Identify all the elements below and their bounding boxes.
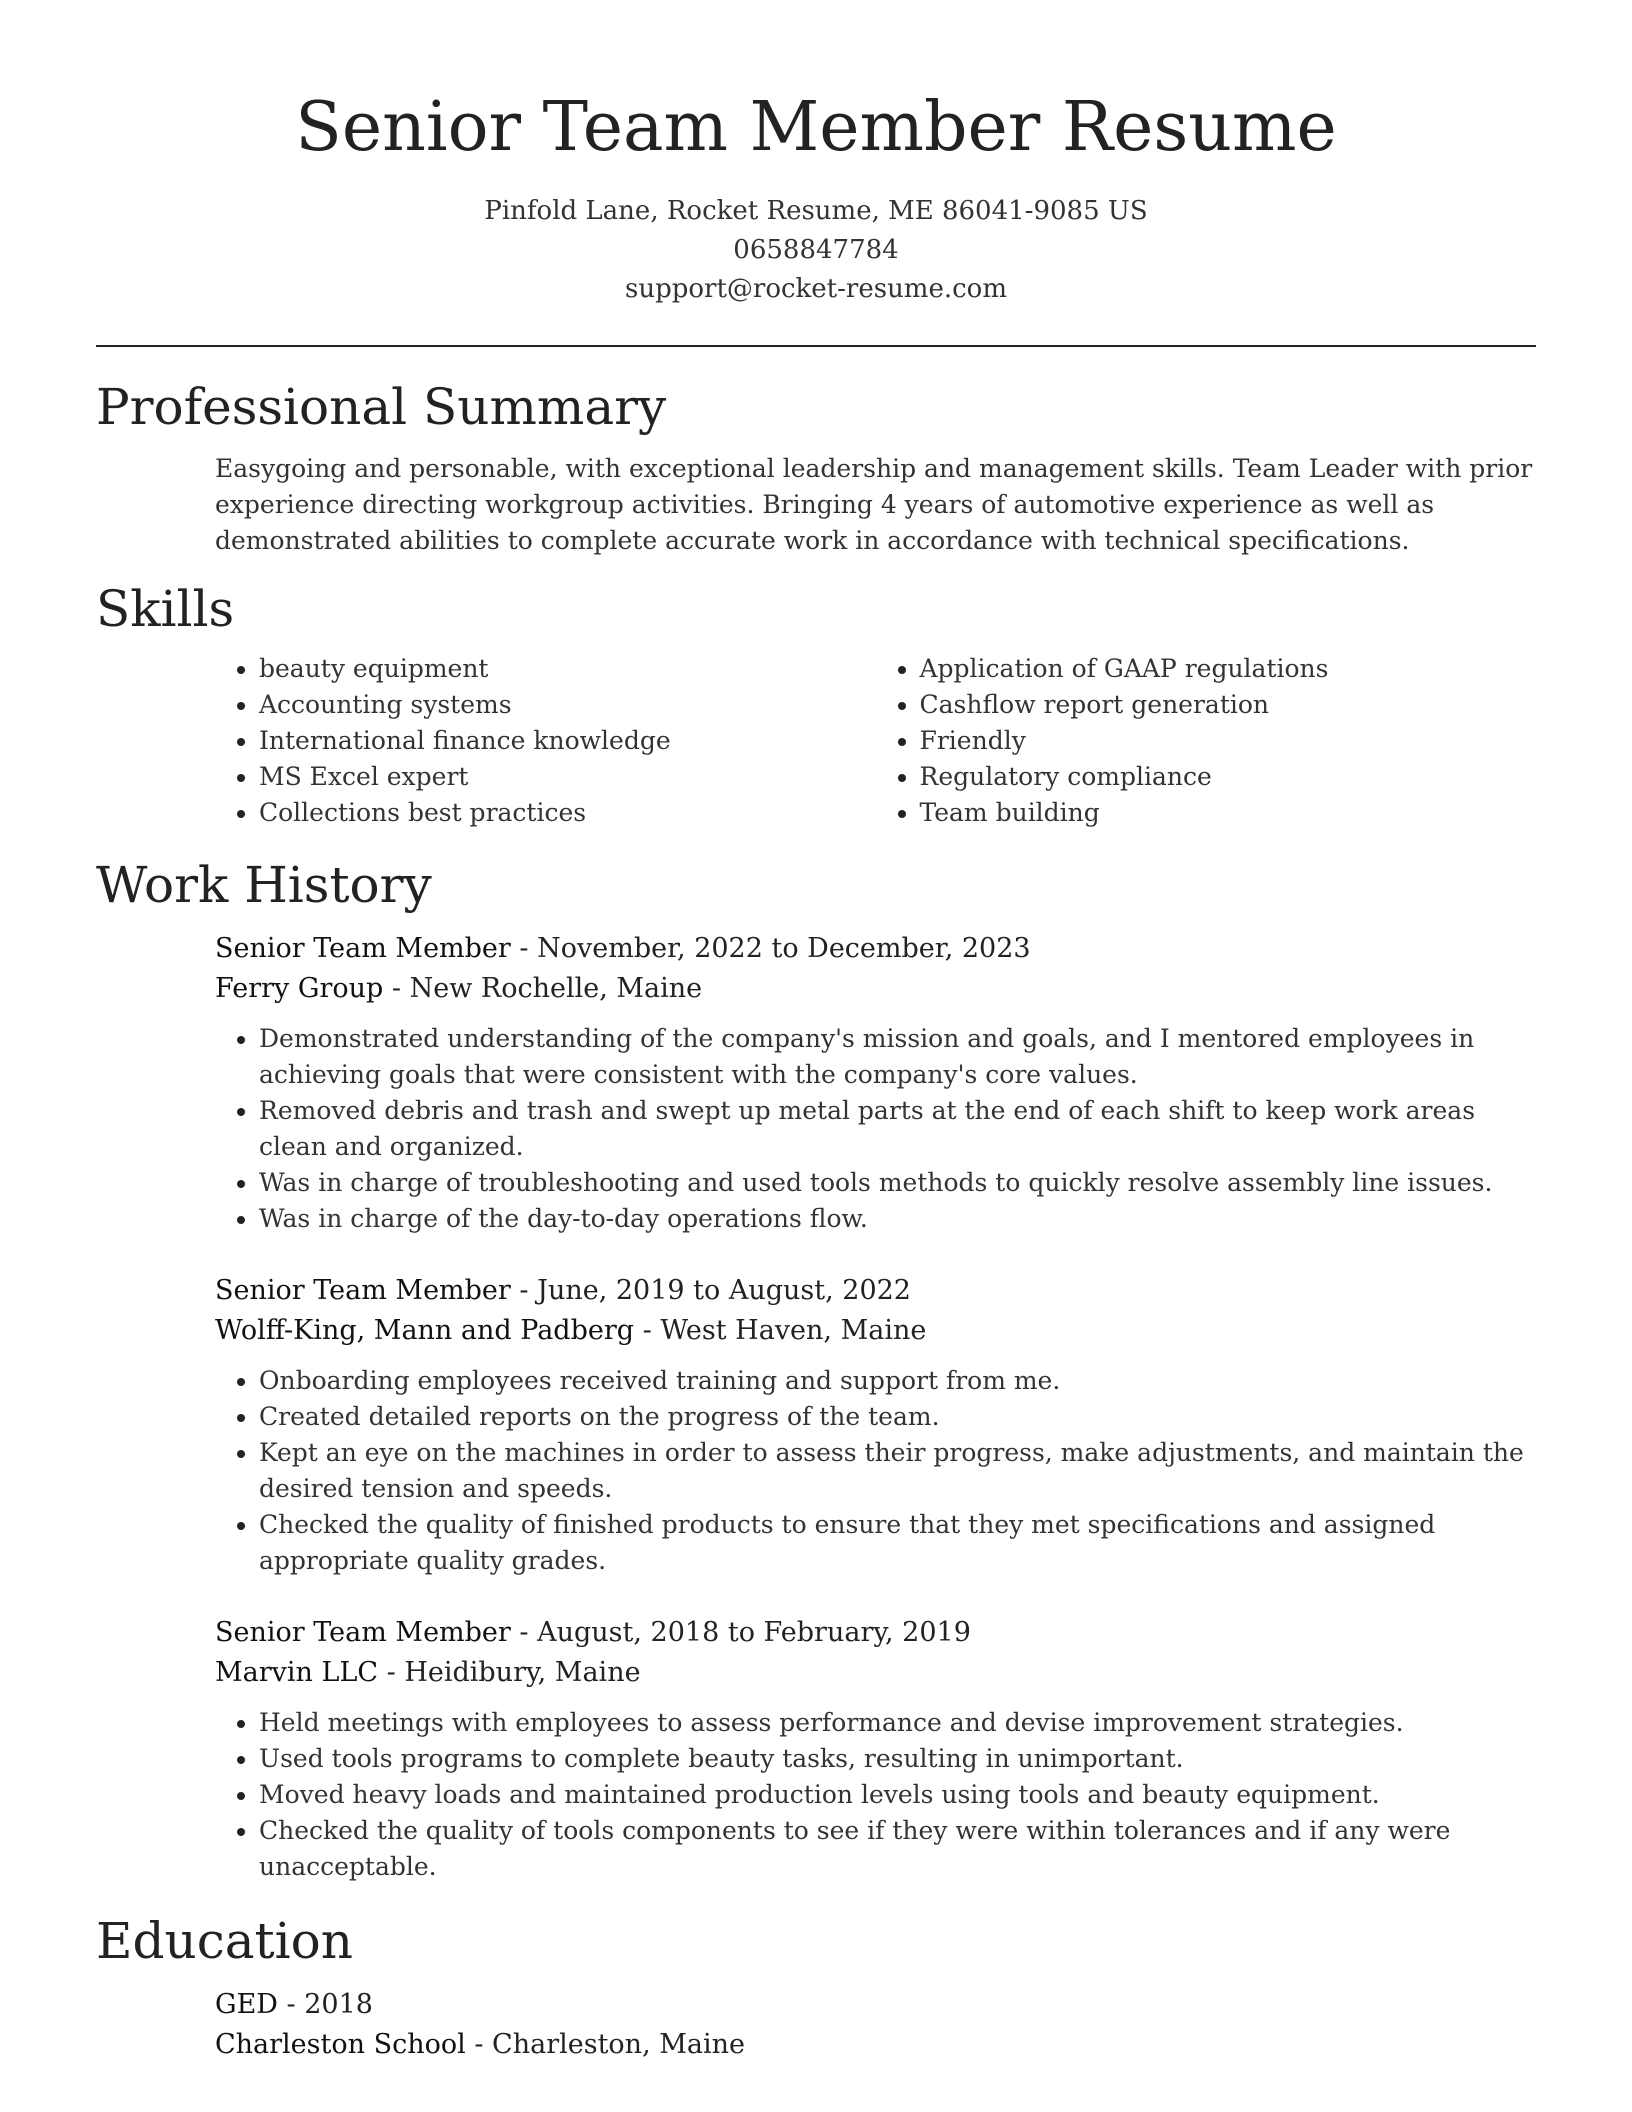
education-section xyxy=(96,1911,1536,2065)
resume-header xyxy=(96,0,1536,309)
education-degree: GED xyxy=(215,1989,278,2020)
skill-item: • International finance knowledge xyxy=(259,723,876,759)
job-company-line xyxy=(215,1653,1536,1693)
job-company-line xyxy=(215,1311,1536,1351)
education-school: Charleston School xyxy=(215,2029,466,2060)
skills-columns xyxy=(215,651,1536,831)
education-location: - Charleston, Maine xyxy=(465,2029,745,2060)
job-role: Senior Team Member xyxy=(215,933,511,964)
job-bullet: • Was in charge of the day-to-day operations flow. xyxy=(259,1201,1536,1237)
job-bullet: • Onboarding employees received training and support from me. xyxy=(259,1363,1536,1399)
skills-list-left xyxy=(215,651,876,831)
job-bullets xyxy=(215,1363,1536,1579)
job-bullets xyxy=(215,1705,1536,1885)
skill-item: • Application of GAAP regulations xyxy=(920,651,1537,687)
contact-email: support@rocket-resume.com xyxy=(624,274,1007,304)
skill-item: • Friendly xyxy=(920,723,1537,759)
job-bullet: • Was in charge of troubleshooting and used tools methods to quickly resolve assembly line issues. xyxy=(259,1165,1536,1201)
skill-item: • beauty equipment xyxy=(259,651,876,687)
job-company: Marvin LLC xyxy=(215,1657,379,1688)
job-bullet: • Held meetings with employees to assess performance and devise improvement strategies. xyxy=(259,1705,1536,1741)
job-dates: - August, 2018 to February, 2019 xyxy=(510,1617,971,1648)
work-section xyxy=(96,855,1536,1885)
work-heading: Work History xyxy=(96,856,432,914)
job-title-line xyxy=(215,929,1536,969)
job-bullet: • Created detailed reports on the progress of the team. xyxy=(259,1399,1536,1435)
contact-phone: 0658847784 xyxy=(733,235,899,265)
skills-heading: Skills xyxy=(96,580,235,638)
summary-section xyxy=(96,377,1536,559)
job-dates: - November, 2022 to December, 2023 xyxy=(510,933,1031,964)
job-bullets xyxy=(215,1021,1536,1237)
job-bullet: • Demonstrated understanding of the company's mission and goals, and I mentored employees in achieving goals that were consistent with the company's core values. xyxy=(259,1021,1536,1093)
summary-text: Easygoing and personable, with exceptional leadership and management skills. Team Leader with prior experience directing workgroup activities. Bringing 4 years of automotive experience as well as demonstrated abilities to complete accurate work in accordance with technical specifications. xyxy=(215,454,1533,555)
education-school-line xyxy=(215,2025,1536,2065)
skill-item: • Collections best practices xyxy=(259,795,876,831)
education-heading: Education xyxy=(96,1912,353,1970)
job-bullet: • Checked the quality of tools components to see if they were within tolerances and if any were unacceptable. xyxy=(259,1813,1536,1885)
job-bullet: • Checked the quality of finished products to ensure that they met specifications and assigned appropriate quality grades. xyxy=(259,1507,1536,1579)
skill-item: • Cashflow report generation xyxy=(920,687,1537,723)
header-divider xyxy=(96,345,1536,347)
job-company: Ferry Group xyxy=(215,973,384,1004)
education-degree-line xyxy=(215,1985,1536,2025)
job-role: Senior Team Member xyxy=(215,1617,511,1648)
job-company-line xyxy=(215,969,1536,1009)
job-entry xyxy=(215,929,1536,1237)
summary-heading: Professional Summary xyxy=(96,378,667,436)
education-year: - 2018 xyxy=(277,1989,373,2020)
skills-list-right xyxy=(876,651,1537,831)
skill-item: • Accounting systems xyxy=(259,687,876,723)
job-bullet: • Removed debris and trash and swept up metal parts at the end of each shift to keep work areas clean and organized. xyxy=(259,1093,1536,1165)
job-bullet: • Moved heavy loads and maintained production levels using tools and beauty equipment. xyxy=(259,1777,1536,1813)
job-entry xyxy=(215,1613,1536,1885)
contact-address: Pinfold Lane, Rocket Resume, ME 86041-9085 US xyxy=(484,196,1148,226)
job-title-line xyxy=(215,1271,1536,1311)
job-bullet: • Used tools programs to complete beauty tasks, resulting in unimportant. xyxy=(259,1741,1536,1777)
contact-block xyxy=(96,192,1536,309)
skill-item: • Team building xyxy=(920,795,1537,831)
job-entry xyxy=(215,1271,1536,1579)
job-location: - West Haven, Maine xyxy=(634,1315,927,1346)
education-entry xyxy=(215,1985,1536,2065)
skill-item: • Regulatory compliance xyxy=(920,759,1537,795)
job-dates: - June, 2019 to August, 2022 xyxy=(510,1275,911,1306)
skills-section xyxy=(96,579,1536,831)
job-role: Senior Team Member xyxy=(215,1275,511,1306)
job-location: - New Rochelle, Maine xyxy=(383,973,703,1004)
job-location: - Heidibury, Maine xyxy=(378,1657,641,1688)
job-company: Wolff-King, Mann and Padberg xyxy=(215,1315,635,1346)
resume-title: Senior Team Member Resume xyxy=(295,88,1337,167)
skill-item: • MS Excel expert xyxy=(259,759,876,795)
job-bullet: • Kept an eye on the machines in order to assess their progress, make adjustments, and maintain the desired tension and speeds. xyxy=(259,1435,1536,1507)
job-title-line xyxy=(215,1613,1536,1653)
